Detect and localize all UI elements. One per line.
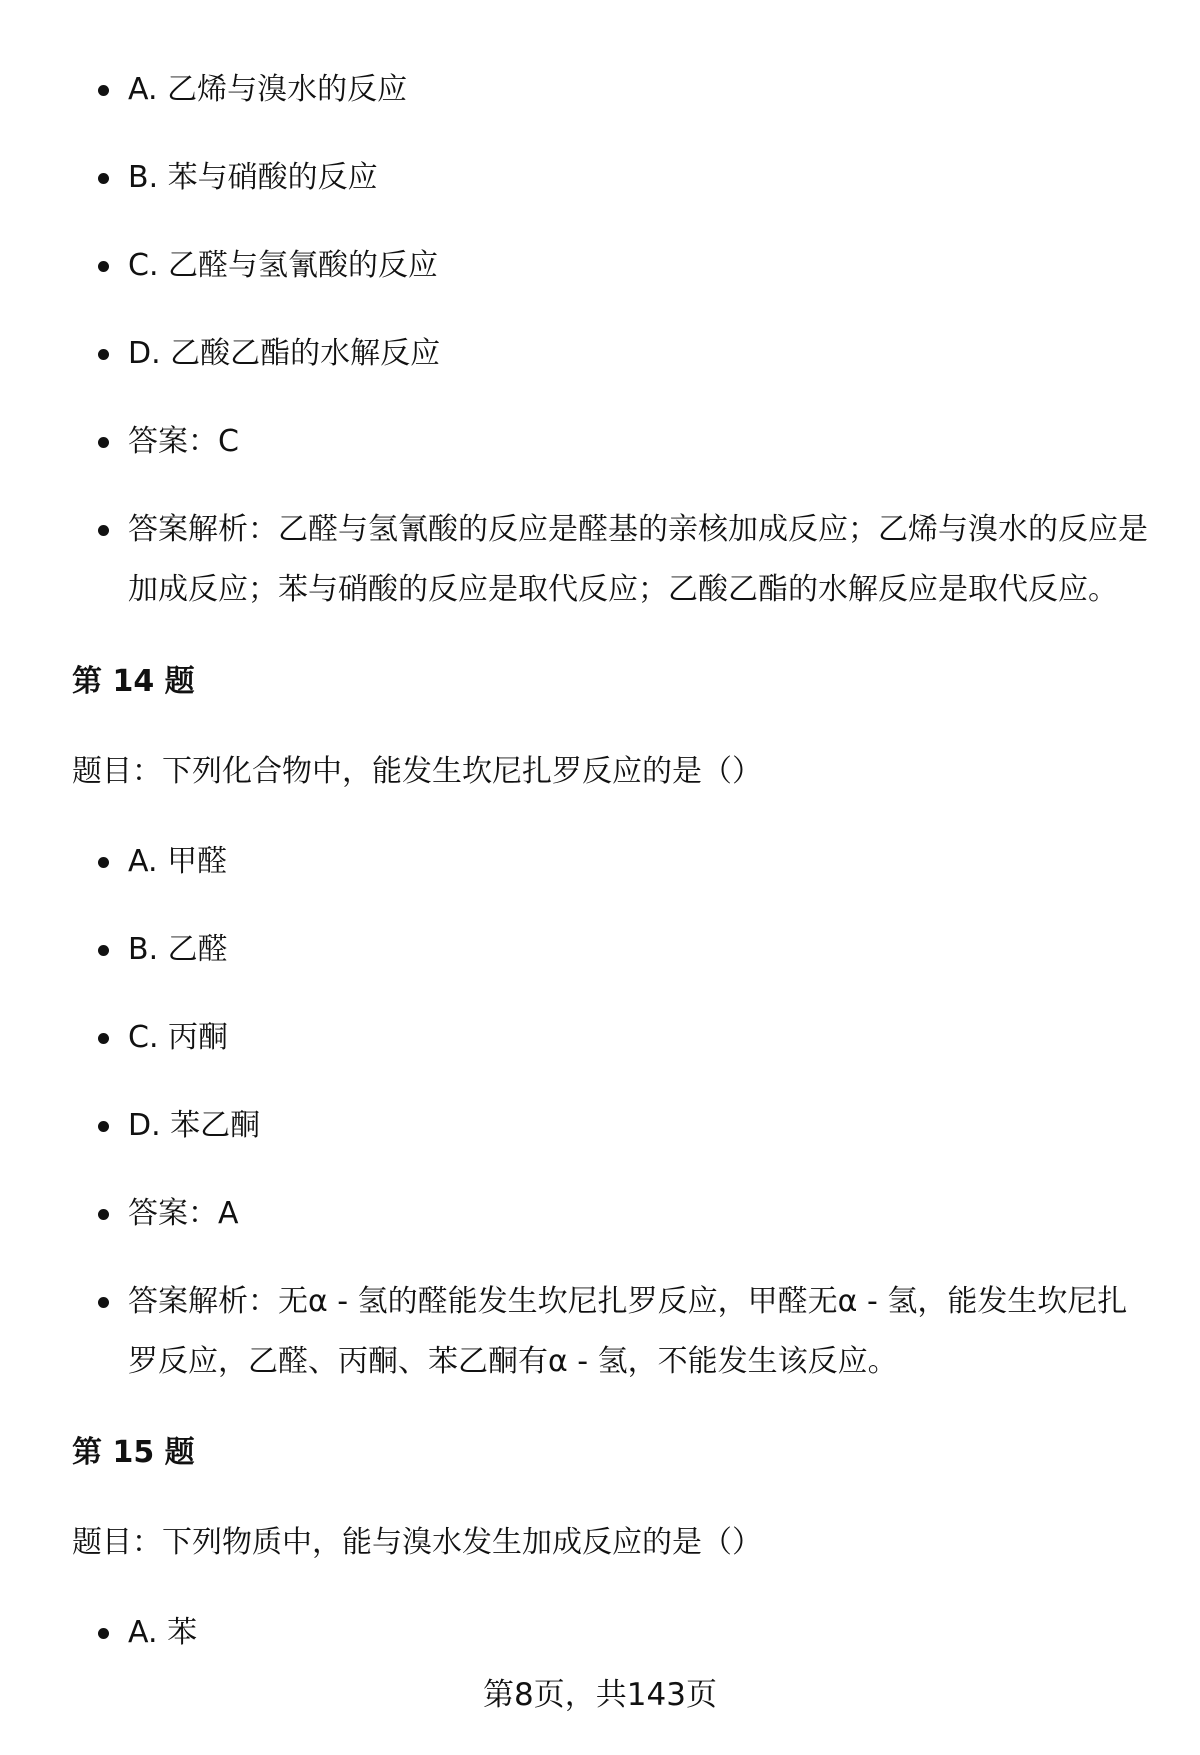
question-heading: 第 15 题 — [72, 1435, 195, 1470]
list-item — [128, 1008, 1148, 1068]
bullet-icon — [98, 85, 109, 96]
option-d: D. 乙酸乙酯的水解反应 — [128, 336, 441, 371]
option-c: C. 乙醛与氢氰酸的反应 — [128, 248, 439, 283]
list-item — [128, 148, 1148, 208]
list-item — [128, 324, 1148, 384]
bullet-icon — [98, 437, 109, 448]
bullet-icon — [98, 1628, 109, 1639]
bullet-icon — [98, 945, 109, 956]
question-heading: 第 14 题 — [72, 664, 195, 699]
list-item — [128, 1096, 1148, 1156]
answer-explanation: 答案解析：无α - 氢的醛能发生坎尼扎罗反应，甲醛无α - 氢，能发生坎尼扎罗反应，乙醛、丙酮、苯乙酮有α - 氢，不能发生该反应。 — [128, 1284, 1128, 1379]
list-item — [128, 412, 1148, 472]
list-item — [128, 1184, 1148, 1244]
bullet-icon — [98, 1121, 109, 1132]
option-b: B. 乙醛 — [128, 932, 228, 967]
list-item — [128, 500, 1148, 620]
option-a: A. 苯 — [128, 1615, 198, 1650]
list-item — [128, 1603, 1148, 1663]
list-item — [128, 832, 1148, 892]
list-item — [128, 1272, 1148, 1392]
answer-explanation: 答案解析：乙醛与氢氰酸的反应是醛基的亲核加成反应；乙烯与溴水的反应是加成反应；苯与硝酸的反应是取代反应；乙酸乙酯的水解反应是取代反应。 — [128, 512, 1148, 607]
option-c: C. 丙酮 — [128, 1020, 229, 1055]
option-a: A. 乙烯与溴水的反应 — [128, 72, 408, 107]
bullet-icon — [98, 1033, 109, 1044]
question-text: 题目：下列化合物中，能发生坎尼扎罗反应的是（） — [72, 754, 762, 789]
bullet-icon — [98, 1209, 109, 1220]
option-a: A. 甲醛 — [128, 844, 228, 879]
page-number: 第8页，共143页 — [483, 1677, 717, 1713]
bullet-icon — [98, 173, 109, 184]
bullet-icon — [98, 857, 109, 868]
bullet-icon — [98, 349, 109, 360]
list-item — [128, 920, 1148, 980]
list-item — [128, 236, 1148, 296]
question-text: 题目：下列物质中，能与溴水发生加成反应的是（） — [72, 1525, 762, 1560]
option-b: B. 苯与硝酸的反应 — [128, 160, 378, 195]
bullet-icon — [98, 525, 109, 536]
option-d: D. 苯乙酮 — [128, 1108, 261, 1143]
answer: 答案：C — [128, 424, 239, 459]
list-item — [128, 60, 1148, 120]
answer: 答案：A — [128, 1196, 239, 1231]
bullet-icon — [98, 261, 109, 272]
bullet-icon — [98, 1297, 109, 1308]
